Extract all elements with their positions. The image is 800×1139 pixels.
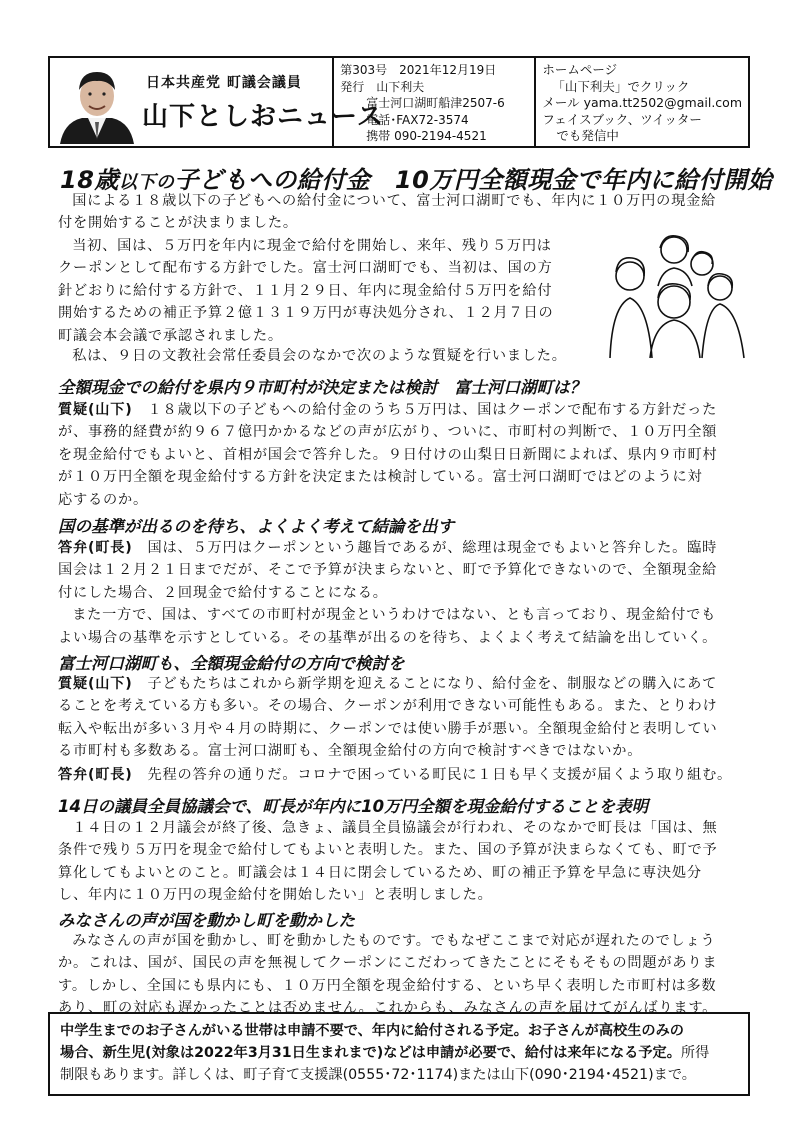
phone-fax: 電話･FAX72-3574 [366, 112, 469, 127]
newsletter-title: 山下としおニュース [142, 102, 384, 132]
text-line: が１０万円全額を現金給付する方針を決定または検討している。富士河口湖町ではどのように対 [58, 469, 703, 486]
text-line: を現金給付でもよいと、首相が国会で答弁した。９日付けの山梨日日新聞によれば、県内９市町村 [58, 446, 718, 463]
notice-bold: 場合、新生児(対象は2022年3月31日生まれまで)などは申請が必要で、給付は来年になる予定。 [60, 1045, 681, 1061]
mail-address: メール yama.tt2502@gmail.com [542, 95, 742, 110]
text-line: が、事務的経費が約９６７億円かかるなどの声が広がり、ついに、市町村の判断で、１０万円全額 [58, 424, 718, 441]
main-headline-part: 18歳 [60, 166, 119, 194]
speaker-label: 質疑(山下) [58, 402, 133, 418]
text-span: 先程の答弁の通りだ。コロナで困っている町民に１日も早く支援が届くよう取り組む。 [147, 767, 733, 783]
text-line: し、年内に１０万円の現金給付を開始したい」と表明しました。 [58, 887, 493, 904]
notice-line [60, 1042, 738, 1064]
main-headline-rest: 子どもへの給付金 10万円全額現金で年内に給付開始 [174, 166, 773, 194]
intro-paragraph-2 [58, 235, 598, 347]
section-2-body [58, 537, 758, 649]
homepage-text: 「山下利夫」でクリック [552, 78, 690, 94]
party-label: 日本共産党 町議会議員 [146, 75, 302, 91]
text-line: ることを考えている方も多い。その場合、クーポンが利用できない可能性もある。また、とりわけ [58, 698, 718, 715]
text-line: 付を開始することが決まりました。 [58, 215, 298, 232]
text-line [58, 537, 758, 559]
publisher-line: 発行 山下利夫 [340, 79, 425, 94]
address: 富士河口湖町船津2507-6 [366, 96, 505, 110]
sns-line: フェイスブック、ツイッター [542, 111, 702, 127]
mobile-number: 携帯 090-2194-4521 [366, 129, 487, 143]
text-line [58, 399, 758, 421]
text-line [58, 673, 758, 695]
text-span: １８歳以下の子どもへの給付金のうち５万円は、国はクーポンで配布する方針だった [147, 402, 718, 418]
section-heading-3: 富士河口湖町も、全額現金給付の方向で検討を [58, 654, 405, 673]
text-line: また一方で、国は、すべての市町村が現金というわけではない、とも言っており、現金給付でも [72, 607, 717, 624]
text-line: 当初、国は、５万円を年内に現金で給付を開始し、来年、残り５万円は [72, 238, 552, 254]
section-3-answer [58, 764, 758, 786]
masthead [48, 56, 750, 148]
intro-paragraph-3 [58, 345, 758, 367]
text-line: 開始するための補正予算２億１３１９万円が専決処分され、１２月７日の [58, 305, 554, 322]
notice-line: 制限もあります。詳しくは、町子育て支援課(0555･72･1174)または山下(090･2194･4521)まで。 [60, 1067, 696, 1083]
contact-info [536, 58, 748, 146]
homepage-label: ホームページ [542, 62, 618, 77]
text-span: 国は、５万円はクーポンという趣旨であるが、総理は現金でもよいと答弁した。臨時 [147, 540, 718, 556]
section-4-body [58, 817, 758, 907]
text-line: 応するのか。 [58, 491, 148, 508]
main-headline-small: 以下の [118, 172, 175, 193]
section-3-body [58, 673, 758, 763]
text-line: る市町村も多数ある。富士河口湖町も、全額現金給付の方向で検討すべきではないか。 [58, 743, 643, 760]
text-line: 国による１８歳以下の子どもへの給付金について、富士河口湖町でも、年内に１０万円の現金給 [72, 193, 717, 209]
speaker-label: 答弁(町長) [58, 540, 133, 556]
text-line: す。しかし、全国にも県内にも、１０万円全額を現金給付する、といち早く表明した市町村は多数 [58, 977, 717, 994]
notice-line [60, 1020, 738, 1042]
text-span: 子どもたちはこれから新学期を迎えることになり、給付金を、制服などの購入にあて [147, 676, 718, 692]
section-1-body [58, 399, 758, 511]
section-5-body [58, 930, 758, 1020]
text-line: か。これは、国が、国民の声を無視してクーポンにこだわってきたことにそもそもの問題がありま [58, 955, 718, 972]
section-heading-4: 14日の議員全員協議会で、町長が年内に10万円全額を現金給付することを表明 [58, 797, 649, 816]
speaker-label: 質疑(山下) [58, 676, 133, 692]
text-line: 条件で残り５万円を現金で給付してもよいと表明した。また、国の予算が決まらなくても、町で予 [58, 842, 718, 859]
text-line: １４日の１２月議会が終了後、急きょ、議員全員協議会が行われ、そのなかで町長は「国は、無 [72, 820, 718, 836]
section-heading-2: 国の基準が出るのを待ち、よくよく考えて結論を出す [58, 517, 454, 536]
text-line [58, 764, 758, 786]
speaker-label: 答弁(町長) [58, 767, 133, 783]
section-heading-1: 全額現金での給付を県内９市町村が決定または検討 富士河口湖町は？ [58, 378, 586, 397]
text-line: 町議会本会議で承認されました。 [58, 327, 283, 344]
text-line: 国会は１２月２１日までだが、そこで予算が決まらないと、町で予算化できないので、全額現金給 [58, 562, 718, 579]
section-heading-5: みなさんの声が国を動かし町を動かした [58, 911, 355, 930]
text-line: あり、町の対応も遅かったことは否めません。これからも、みなさんの声を届けてがんばります。 [58, 1000, 718, 1017]
notice-bold: 中学生までのお子さんがいる世帯は申請不要で、年内に給付される予定。お子さんが高校生のみの [60, 1023, 684, 1039]
sns-line-2: でも発信中 [556, 128, 619, 143]
portrait-photo [56, 62, 138, 144]
family-illustration [598, 228, 748, 360]
text-line: よい場合の基準を示すとしている。その基準が出るのを待ち、よくよく考えて結論を出していく。 [58, 629, 718, 646]
text-line: 算化してもよいとのこと。町議会は１４日に閉会しているため、町の補正予算を早急に専決処分 [58, 864, 702, 881]
notice-text: 所得 [680, 1045, 710, 1061]
text-line: クーポンとして配布する方針でした。富士河口湖町でも、当初は、国の方 [58, 260, 553, 277]
text-line: 針どおりに給付する方針で、１１月２９日、年内に現金給付５万円を給付 [58, 282, 553, 299]
text-line: みなさんの声が国を動かし、町を動かしたものです。でもなぜここまで対応が遅れたのでしょう [72, 933, 716, 949]
text-line: 転入や転出が多い３月や４月の時期に、クーポンでは使い勝手が悪い。全額現金給付と表明してい [58, 720, 718, 737]
text-line: 私は、９日の文教社会常任委員会のなかで次のような質疑を行いました。 [72, 348, 567, 364]
text-line: 付にした場合、２回現金で給付することになる。 [58, 584, 388, 601]
issue-line: 第303号 2021年12月19日 [340, 63, 497, 77]
bottom-notice-box [48, 1012, 750, 1096]
